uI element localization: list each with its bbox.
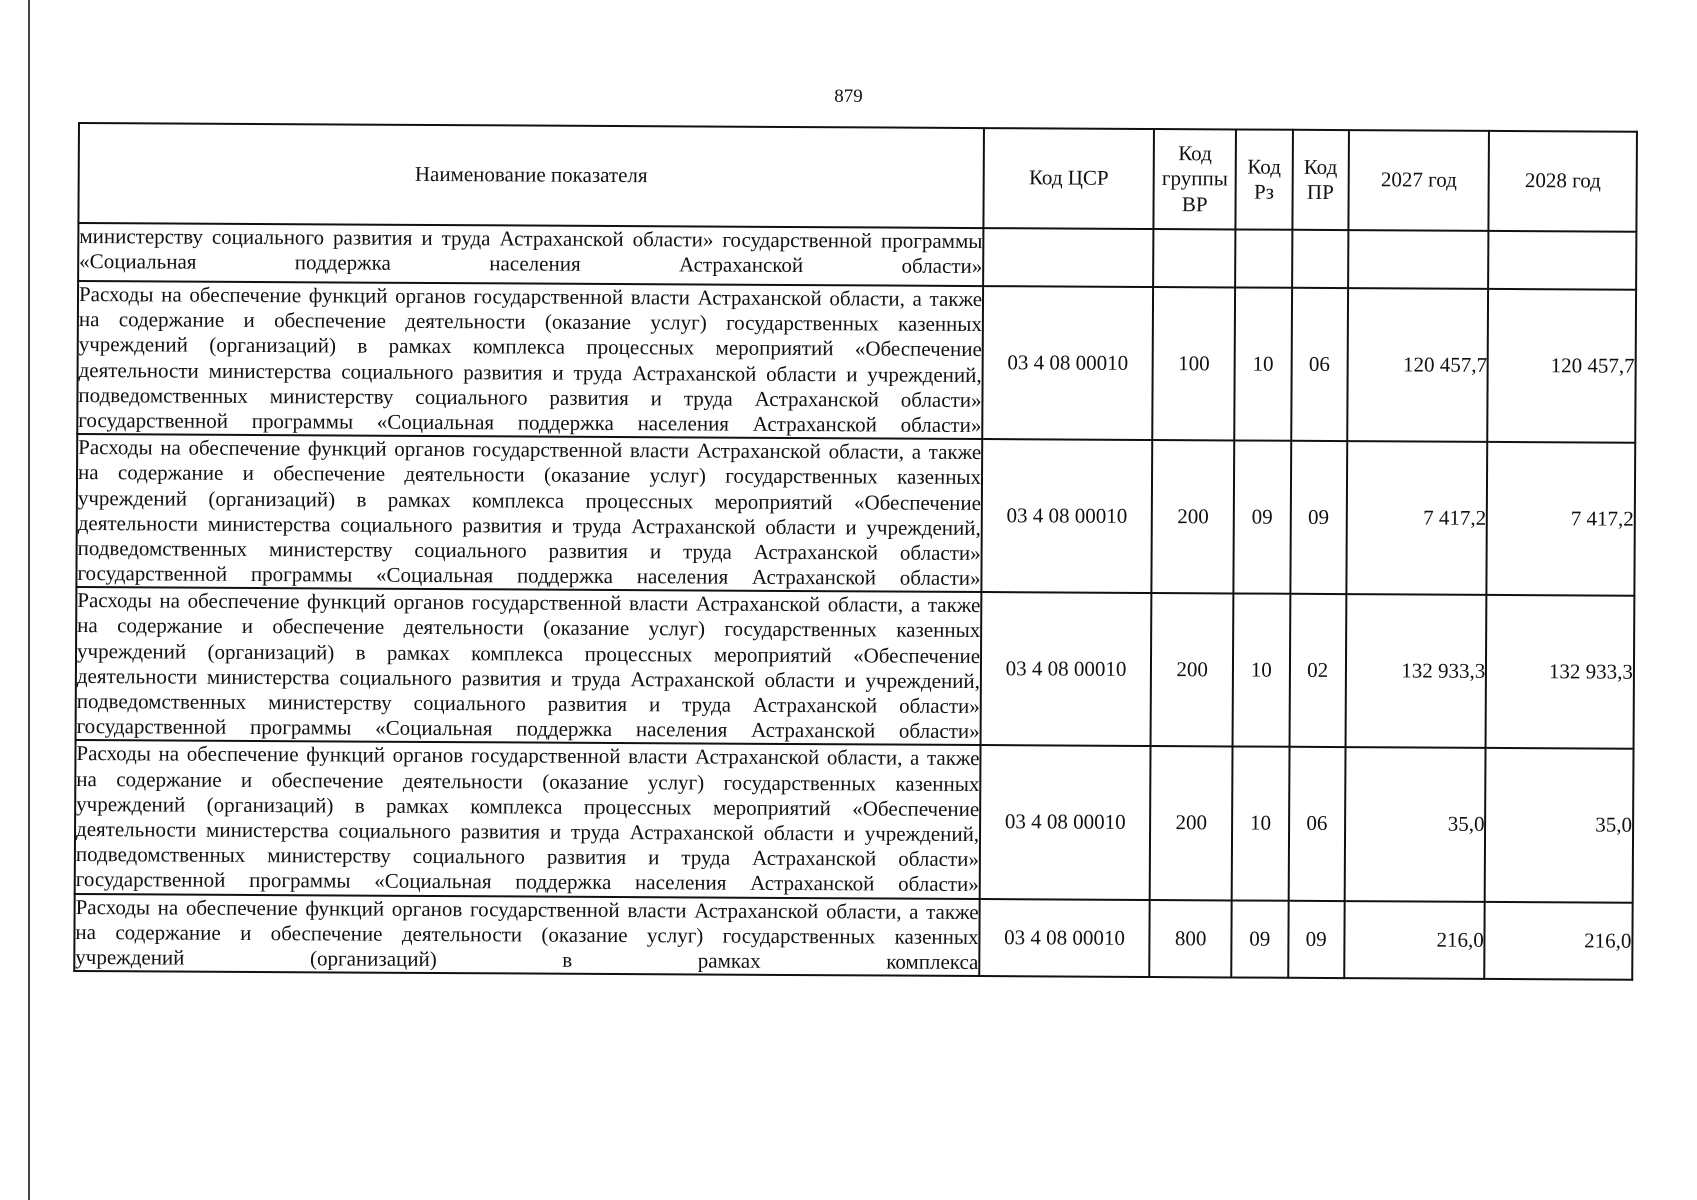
row-amount-2027: 132 933,3	[1345, 594, 1486, 748]
header-year-2028: 2028 год	[1489, 131, 1637, 232]
row-csr-code	[983, 228, 1153, 287]
table-row	[76, 587, 1635, 749]
row-amount-2028: 7 417,2	[1487, 442, 1635, 596]
row-amount-2028	[1488, 231, 1636, 290]
row-name: Расходы на обеспечение функций органов государственной власти Астраханской области, а также на содержание и обеспечение деятельности (оказание услуг) государственных казенных учреждений (организаций) в рамках комплекса процессных мероприятий «Обеспечение деятельности министерства социального развития и труда Астраханской области и учреждений, подведомственных министерству социального развития и труда Астраханской области» государственной программы «Социальная поддержка населения Астраханской области»	[77, 281, 983, 439]
row-amount-2027: 35,0	[1345, 747, 1486, 901]
table-header-row	[78, 123, 1637, 232]
row-name: Расходы на обеспечение функций органов государственной власти Астраханской области, а также на содержание и обеспечение деятельности (оказание услуг) государственных казенных учреждений (организаций) в рамках комплекса процессных мероприятий «Обеспечение деятельности министерства социального развития и труда Астраханской области и учреждений, подведомственных министерству социального развития и труда Астраханской области» государственной программы «Социальная поддержка населения Астраханской области»	[76, 434, 982, 592]
header-pr-code: Код ПР	[1292, 130, 1349, 230]
row-vr-code: 200	[1152, 440, 1235, 594]
row-amount-2027: 216,0	[1344, 901, 1485, 979]
header-csr-code: Код ЦСР	[983, 128, 1154, 229]
header-name: Наименование показателя	[78, 123, 984, 228]
table-row	[74, 893, 1632, 979]
row-rz-code: 09	[1234, 441, 1291, 594]
row-vr-code	[1153, 229, 1235, 287]
row-name: министерству социального развития и труда Астраханской области» государственной программы «Социальная поддержка населения Астраханской области»	[78, 223, 983, 286]
row-vr-code: 800	[1149, 899, 1231, 977]
row-name: Расходы на обеспечение функций органов государственной власти Астраханской области, а также на содержание и обеспечение деятельности (оказание услуг) государственных казенных учреждений (организаций) в рамках комплекса	[74, 893, 979, 976]
row-csr-code: 03 4 08 00010	[982, 286, 1153, 440]
row-rz-code: 10	[1232, 747, 1289, 900]
header-rz-code: Код Рз	[1236, 129, 1293, 229]
row-pr-code	[1292, 230, 1349, 288]
row-pr-code: 09	[1288, 900, 1345, 978]
table-row	[75, 740, 1634, 902]
row-pr-code: 02	[1289, 594, 1346, 747]
row-vr-code: 100	[1152, 287, 1235, 441]
row-amount-2027: 7 417,2	[1346, 441, 1487, 595]
row-name: Расходы на обеспечение функций органов государственной власти Астраханской области, а также на содержание и обеспечение деятельности (оказание услуг) государственных казенных учреждений (организаций) в рамках комплекса процессных мероприятий «Обеспечение деятельности министерства социального развития и труда Астраханской области и учреждений, подведомственных министерству социального развития и труда Астраханской области» государственной программы «Социальная поддержка населения Астраханской области»	[76, 587, 982, 745]
row-amount-2028: 35,0	[1485, 748, 1633, 902]
budget-table	[73, 122, 1638, 981]
row-amount-2028: 120 457,7	[1488, 289, 1636, 443]
table-row	[76, 434, 1635, 596]
header-year-2027: 2027 год	[1348, 130, 1489, 231]
page-number: 879	[834, 86, 863, 107]
row-amount-2027	[1348, 230, 1489, 289]
header-vr-code: Код группы ВР	[1154, 129, 1237, 229]
table-row	[77, 281, 1636, 443]
row-pr-code: 09	[1290, 441, 1347, 594]
row-amount-2027: 120 457,7	[1347, 288, 1488, 442]
row-rz-code: 10	[1233, 594, 1290, 747]
row-pr-code: 06	[1288, 747, 1345, 900]
row-rz-code: 10	[1234, 287, 1291, 440]
row-pr-code: 06	[1291, 288, 1348, 441]
row-csr-code: 03 4 08 00010	[981, 439, 1152, 593]
row-amount-2028: 216,0	[1485, 901, 1633, 979]
table-row	[78, 223, 1636, 290]
row-csr-code: 03 4 08 00010	[979, 899, 1150, 978]
row-vr-code: 200	[1150, 746, 1233, 900]
scan-edge-line	[28, 0, 30, 1200]
row-csr-code: 03 4 08 00010	[980, 745, 1151, 899]
row-name: Расходы на обеспечение функций органов государственной власти Астраханской области, а также на содержание и обеспечение деятельности (оказание услуг) государственных казенных учреждений (организаций) в рамках комплекса процессных мероприятий «Обеспечение деятельности министерства социального развития и труда Астраханской области и учреждений, подведомственных министерству социального развития и труда Астраханской области» государственной программы «Социальная поддержка населения Астраханской области»	[75, 740, 981, 898]
row-vr-code: 200	[1151, 593, 1234, 747]
row-amount-2028: 132 933,3	[1486, 595, 1634, 749]
row-rz-code	[1235, 229, 1292, 287]
row-csr-code: 03 4 08 00010	[981, 592, 1152, 746]
row-rz-code: 09	[1231, 900, 1288, 978]
